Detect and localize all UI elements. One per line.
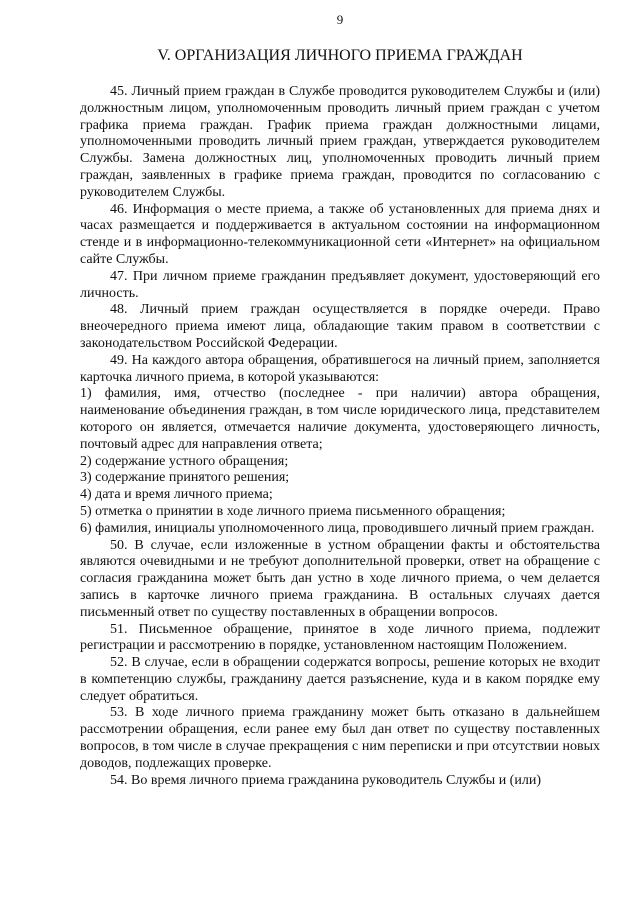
paragraph-53: 53. В ходе личного приема гражданину может быть отказано в дальнейшем рассмотрении обращения, если ранее ему был дан ответ по существу поставленных вопросов, в том числе в случае прекращения с ним переписки и при отсутствии новых доводов, подлежащих проверке. <box>80 705 600 771</box>
paragraph-48: 48. Личный прием граждан осуществляется в порядке очереди. Право внеочередного приема имеют лица, обладающие таким правом в соответствии с законодательством Российской Федерации. <box>80 302 600 351</box>
paragraph-47: 47. При личном приеме гражданин предъявляет документ, удостоверяющий его личность. <box>80 268 600 301</box>
paragraph-51: 51. Письменное обращение, принятое в ходе личного приема, подлежит регистрации и рассмотрению в порядке, установленном настоящим Положением. <box>80 621 600 654</box>
paragraph-50: 50. В случае, если изложенные в устном обращении факты и обстоятельства являются очевидными и не требуют дополнительной проверки, ответ на обращение с согласия гражданина может быть дан устно в ходе личного приема, о чем делается запись в карточке личного приема гражданина. В остальных случаях дается письменный ответ по существу поставленных в обращении вопросов. <box>80 537 600 620</box>
list-item: 5) отметка о принятии в ходе личного приема письменного обращения; <box>80 503 506 519</box>
list-item: 1) фамилия, имя, отчество (последнее - при наличии) автора обращения, наименование объединения граждан, в том числе юридического лица, представителем которого он является, отмечается наличие документа, удостоверяющего личность, почтовый адрес для направления ответа; <box>80 386 600 452</box>
section-title: V. ОРГАНИЗАЦИЯ ЛИЧНОГО ПРИЕМА ГРАЖДАН <box>157 47 523 64</box>
list-item: 4) дата и время личного приема; <box>80 487 273 503</box>
paragraph-45: 45. Личный прием граждан в Службе проводится руководителем Службы и (или) должностным лицом, уполномоченным проводить личный прием граждан с учетом графика приема граждан. График приема граждан должностными лицами, уполномоченными проводить личный прием граждан, утверждается руководителем Службы. Замена должностных лиц, уполномоченных проводить личный прием граждан, заявленных в графике приема граждан, проводится по согласованию с руководителем Службы. <box>80 84 600 200</box>
paragraph-54: 54. Во время личного приема гражданина руководитель Службы и (или) <box>110 772 541 788</box>
paragraph-46: 46. Информация о месте приема, а также об установленных для приема днях и часах размещается и поддерживается в актуальном состоянии на информационном стенде и в информационно-телекоммуникационной сети «Интернет» на официальном сайте Службы. <box>80 201 600 267</box>
list-item: 6) фамилия, инициалы уполномоченного лица, проводившего личный прием граждан. <box>80 520 595 536</box>
page-number: 9 <box>336 12 344 27</box>
paragraph-49: 49. На каждого автора обращения, обратившегося на личный прием, заполняется карточка личного приема, в которой указываются: <box>80 352 600 385</box>
paragraph-52: 52. В случае, если в обращении содержатся вопросы, решение которых не входит в компетенцию службы, гражданину дается разъяснение, куда и в каком порядке ему следует обратиться. <box>80 655 600 704</box>
list-item: 2) содержание устного обращения; <box>80 453 289 469</box>
list-item: 3) содержание принятого решения; <box>80 470 290 486</box>
